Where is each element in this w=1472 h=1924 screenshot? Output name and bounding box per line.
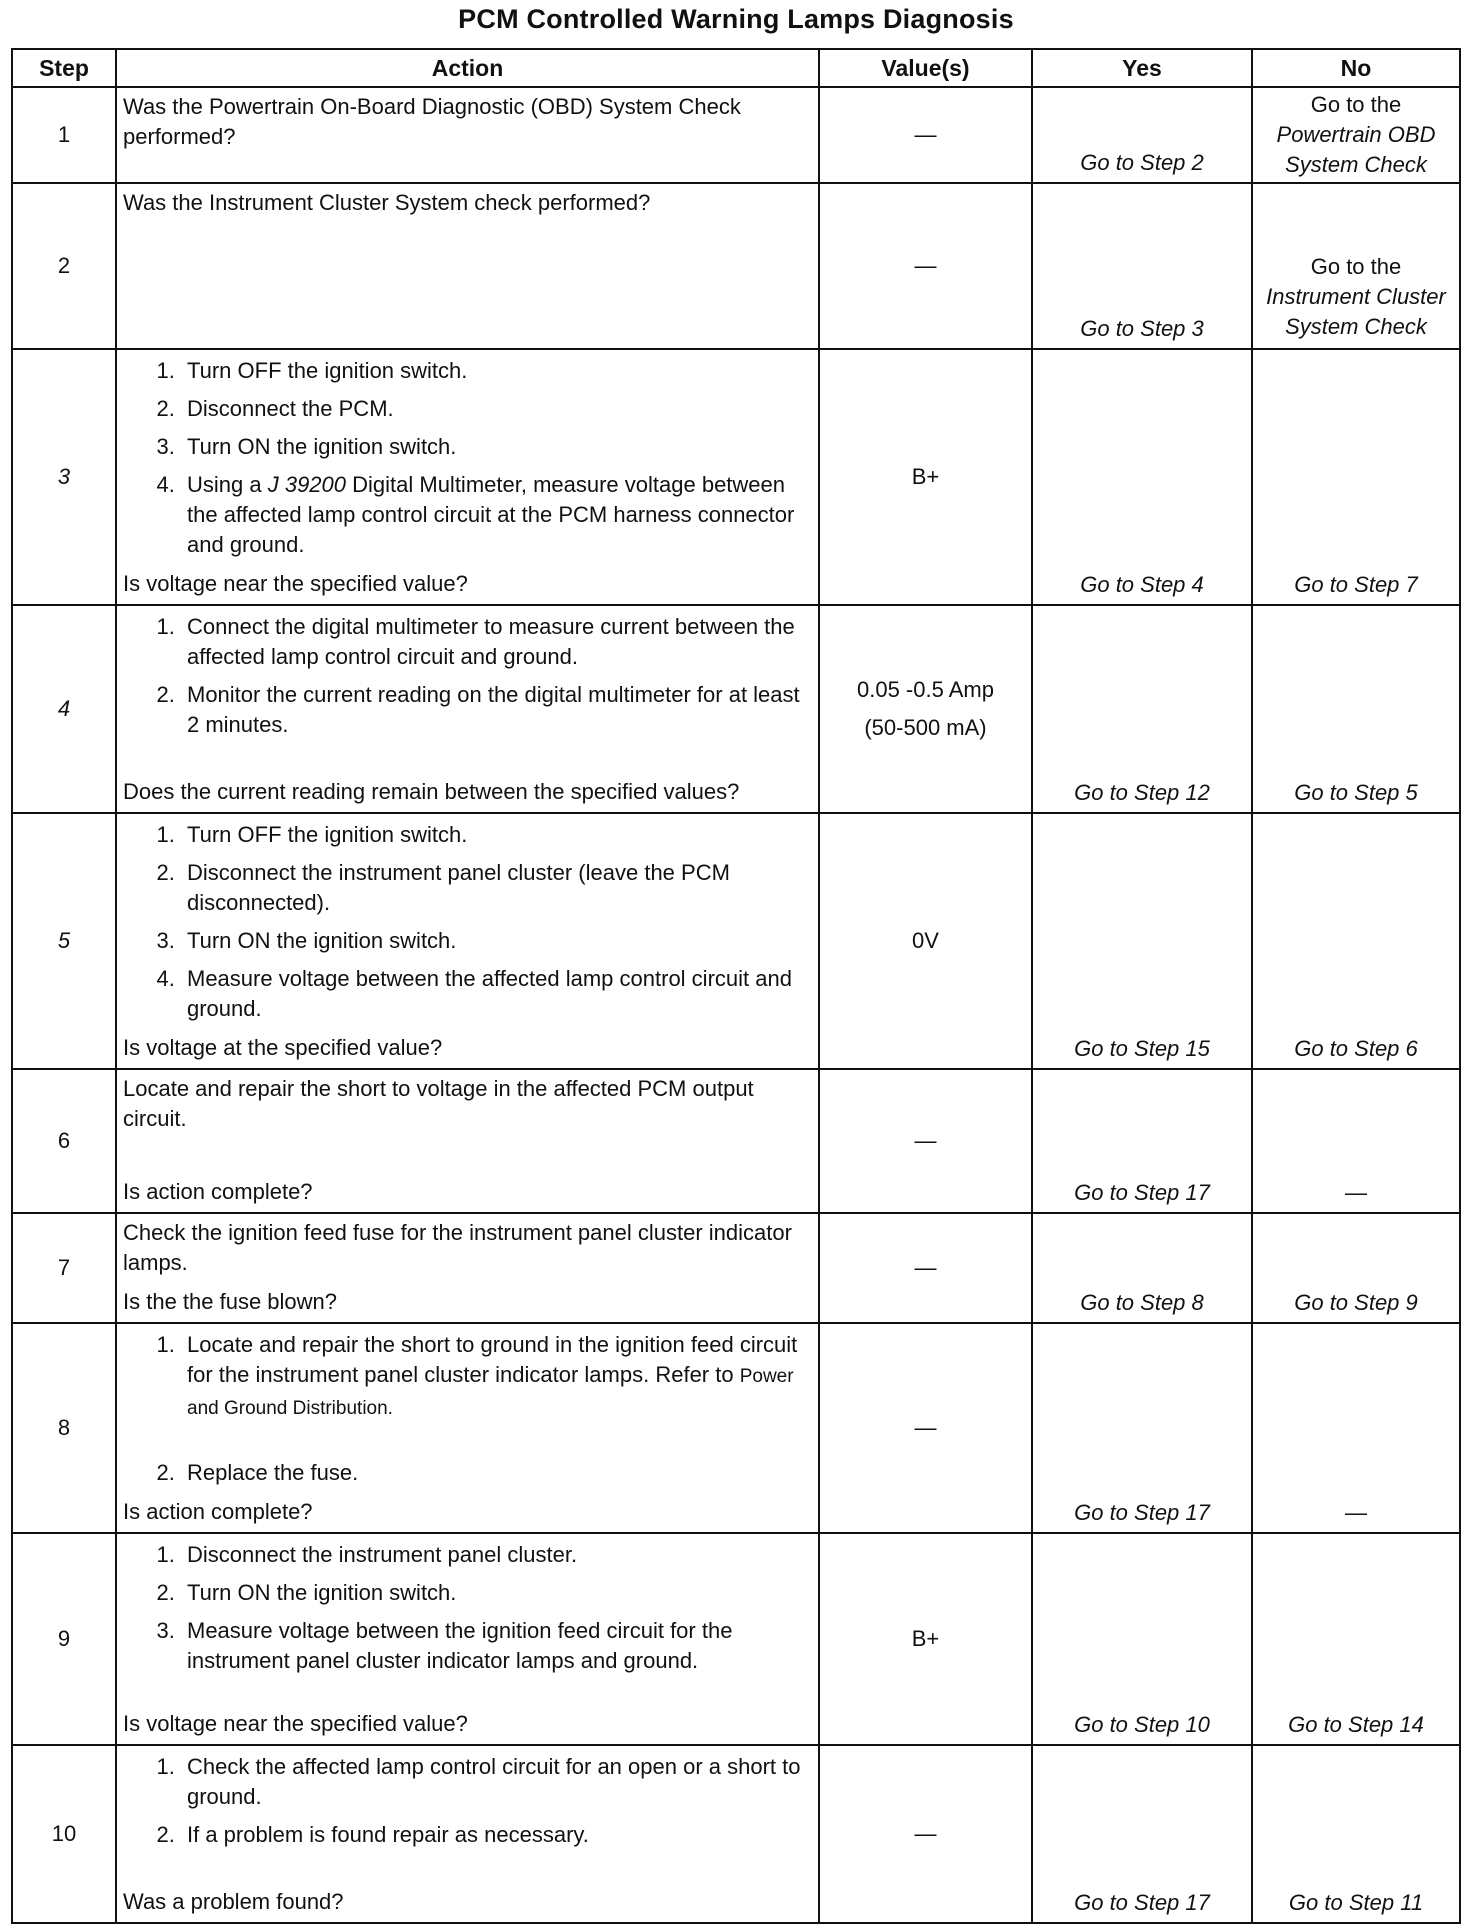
no-cell [1252,813,1460,1069]
table-row [12,605,1460,813]
action-step: 2. Turn ON the ignition switch. [181,1578,806,1608]
yes-goto: Go to Step 10 [1074,1712,1210,1737]
value-cell [819,605,1032,813]
action-cell [116,1323,819,1533]
action-question: Is voltage near the specified value? [123,571,468,596]
action-steps [123,606,812,740]
yes-goto: Go to Step 15 [1074,1036,1210,1061]
action-question: Is action complete? [123,1499,313,1524]
action-step: 2. If a problem is found repair as necessary. [181,1820,806,1850]
table-row [12,183,1460,349]
action-step-text: Locate and repair the short to ground in the ignition feed circuit for the instrument panel cluster indicator lamps. Refer to [187,1332,798,1387]
action-step [181,470,806,560]
table-row [12,1069,1460,1213]
action-cell [116,813,819,1069]
action-step: 2. Replace the fuse. [181,1458,806,1488]
action-steps [123,1534,812,1676]
step-number: 6 [12,1069,116,1213]
no-goto: Go to Step 5 [1294,780,1418,805]
yes-cell [1032,1213,1252,1323]
no-cell [1252,1213,1460,1323]
action-cell [116,1745,819,1923]
header-row [12,49,1460,87]
step-number: 7 [12,1213,116,1323]
action-question: Does the current reading remain between the specified values? [123,779,740,804]
action-step: 1. Turn OFF the ignition switch. [181,820,806,850]
action-cell [116,183,819,349]
no-goto-line: Go to the [1310,254,1402,279]
tool-reference: J 39200 [267,472,347,497]
action-step: 2. Monitor the current reading on the digital multimeter for at least 2 minutes. [181,680,806,740]
no-cell [1252,1533,1460,1745]
step-number: 10 [12,1745,116,1923]
value-cell: — [819,1069,1032,1213]
table-row [12,1745,1460,1923]
action-cell [116,1213,819,1323]
table-row [12,1213,1460,1323]
action-text: Locate and repair the short to voltage in the affected PCM output circuit. [123,1076,754,1131]
action-step: 1. Check the affected lamp control circuit for an open or a short to ground. [181,1752,806,1812]
table-row [12,87,1460,183]
yes-cell [1032,813,1252,1069]
action-step [181,1330,806,1424]
action-steps [123,1746,812,1850]
action-step: 3. Turn ON the ignition switch. [181,926,806,956]
yes-goto: Go to Step 12 [1074,780,1210,805]
action-step: 4. Measure voltage between the affected lamp control circuit and ground. [181,964,806,1024]
table-row [12,1323,1460,1533]
value-cell: — [819,1745,1032,1923]
step-number: 8 [12,1323,116,1533]
yes-cell [1032,1069,1252,1213]
yes-goto: Go to Step 17 [1074,1890,1210,1915]
yes-cell [1032,605,1252,813]
action-step: 1. Connect the digital multimeter to measure current between the affected lamp control circuit and ground. [181,612,806,672]
value-cell: B+ [819,349,1032,605]
yes-goto: Go to Step 3 [1080,316,1204,341]
action-question: Is the the fuse blown? [123,1289,338,1314]
value-cell: — [819,1323,1032,1533]
no-goto-ref: Powertrain OBD [1276,122,1436,147]
action-step: 1. Turn OFF the ignition switch. [181,356,806,386]
action-step: 1. Disconnect the instrument panel cluster. [181,1540,806,1570]
action-step: 2. Disconnect the PCM. [181,394,806,424]
no-goto: Go to Step 11 [1288,1890,1424,1915]
action-steps [123,814,812,1024]
document-title: PCM Controlled Warning Lamps Diagnosis [458,4,1014,34]
table-row [12,1533,1460,1745]
no-goto: Go to Step 9 [1294,1290,1418,1315]
step-number: 1 [12,87,116,183]
yes-cell [1032,1323,1252,1533]
action-text: Check the ignition feed fuse for the instrument panel cluster indicator lamps. [123,1220,792,1275]
yes-goto: Go to Step 2 [1080,150,1204,175]
no-cell [1252,1069,1460,1213]
action-cell [116,1069,819,1213]
yes-cell [1032,1745,1252,1923]
yes-cell [1032,183,1252,349]
header-step: Step [12,49,116,87]
no-goto: Go to Step 7 [1294,572,1418,597]
no-goto [1253,252,1459,348]
no-goto: — [1345,1500,1367,1525]
value-cell: 0V [819,813,1032,1069]
header-no: No [1252,49,1460,87]
diagnosis-table [11,48,1461,1924]
step-number: 9 [12,1533,116,1745]
yes-cell [1032,1533,1252,1745]
action-step-text: Using a [187,472,268,497]
yes-goto: Go to Step 8 [1080,1290,1204,1315]
header-values: Value(s) [819,49,1032,87]
table-row [12,349,1460,605]
action-steps [123,1324,812,1488]
action-step: 3. Measure voltage between the ignition feed circuit for the instrument panel cluster indicator lamps and ground. [181,1616,806,1676]
action-cell [116,87,819,183]
no-goto-ref: System Check [1285,152,1427,177]
no-cell [1252,605,1460,813]
value-cell: B+ [819,1533,1032,1745]
action-cell [116,1533,819,1745]
yes-goto: Go to Step 17 [1074,1180,1210,1205]
no-goto: Go to Step 14 [1288,1712,1424,1737]
no-cell [1252,87,1460,183]
header-action: Action [116,49,819,87]
value-cell: — [819,87,1032,183]
no-goto: Go to Step 6 [1294,1036,1418,1061]
no-cell [1252,183,1460,349]
value-cell: — [819,183,1032,349]
action-steps [123,350,812,560]
yes-cell [1032,349,1252,605]
header-yes: Yes [1032,49,1252,87]
action-text: Was the Instrument Cluster System check performed? [123,190,651,215]
step-number: 3 [12,349,116,605]
action-step: 2. Disconnect the instrument panel cluster (leave the PCM disconnected). [181,858,806,918]
step-number: 4 [12,605,116,813]
action-cell [116,349,819,605]
no-goto-ref: System Check [1285,314,1427,339]
step-number: 5 [12,813,116,1069]
no-goto-line: Go to the [1310,92,1402,117]
no-goto-ref: Instrument Cluster [1266,284,1446,309]
document-reference: Power and Ground Distribution. [187,1366,794,1419]
no-cell [1252,349,1460,605]
value-cell: — [819,1213,1032,1323]
no-goto: — [1345,1180,1367,1205]
action-question: Is action complete? [123,1179,313,1204]
action-step: 3. Turn ON the ignition switch. [181,432,806,462]
table-row [12,813,1460,1069]
yes-cell [1032,87,1252,183]
action-question: Is voltage near the specified value? [123,1711,468,1736]
no-cell [1252,1323,1460,1533]
action-question: Was a problem found? [123,1889,344,1914]
no-cell [1252,1745,1460,1923]
action-step-text: Digital Multimeter, measure voltage between the affected lamp control circuit at the PCM harness connector and ground. [187,472,795,557]
action-text: Was the Powertrain On-Board Diagnostic (OBD) System Check performed? [123,94,741,149]
yes-goto: Go to Step 4 [1080,572,1204,597]
value-range: 0.05 -0.5 Amp [857,677,994,702]
value-range-ma: (50-500 mA) [864,715,987,740]
yes-goto: Go to Step 17 [1074,1500,1210,1525]
action-cell [116,605,819,813]
no-goto [1253,90,1459,180]
action-question: Is voltage at the specified value? [123,1035,443,1060]
step-number: 2 [12,183,116,349]
